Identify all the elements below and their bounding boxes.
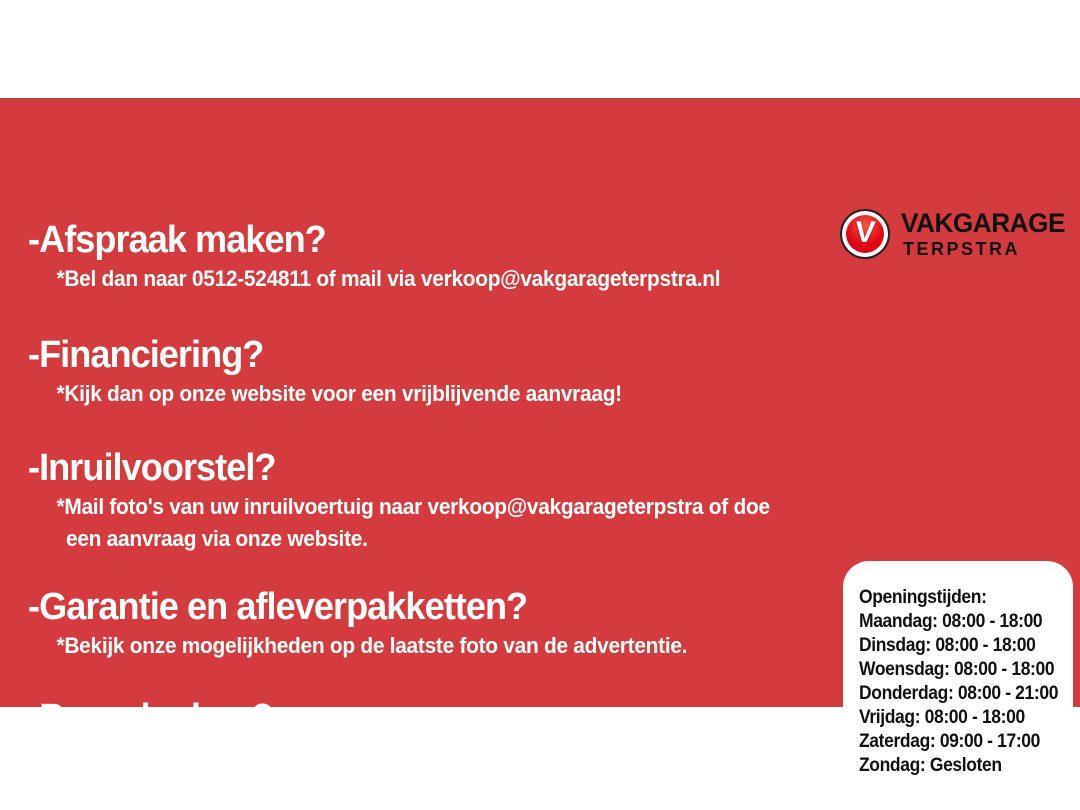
section-subline: een aanvraag via onze website.	[66, 526, 368, 551]
opening-hours-title: Openingstijden:	[859, 587, 987, 608]
opening-hours-list	[859, 586, 1059, 778]
opening-hours-row: Donderdag: 08:00 - 21:00	[859, 683, 1059, 704]
section-subline: *Bekijk onze mogelijkheden op de laatste foto van de advertentie.	[56, 633, 688, 658]
badge-letter: V	[853, 216, 877, 249]
section-subline: *Mail foto's van uw inruilvoertuig naar verkoop@vakgarageterpstra of doe	[56, 494, 770, 519]
opening-hours-row: Maandag: 08:00 - 18:00	[859, 611, 1043, 632]
section-heading: -Garantie en afleverpakketten?	[28, 586, 528, 628]
opening-hours-row: Woensdag: 08:00 - 18:00	[859, 659, 1055, 680]
section-heading: -Afspraak maken?	[28, 219, 326, 261]
brand-logo	[840, 209, 1070, 259]
opening-hours-row: Zondag: Gesloten	[859, 755, 1002, 776]
section-subline: *De Hemmen 17, 9206AS, Drachten (Friesland)	[56, 744, 505, 769]
brand-name: VAKGARAGE	[901, 208, 1065, 238]
section-subline: *Bel dan naar 0512-524811 of mail via verkoop@vakgarageterpstra.nl	[56, 266, 721, 291]
section-financiering	[28, 335, 622, 407]
opening-hours-row: Zaterdag: 09:00 - 17:00	[859, 731, 1040, 752]
section-heading: -Inruilvoorstel?	[28, 447, 276, 489]
section-heading: -Financiering?	[28, 334, 264, 376]
section-subline: *Kijk dan op onze website voor een vrijblijvende aanvraag!	[56, 381, 622, 406]
vakgarage-badge-icon	[840, 209, 890, 259]
opening-hours-card	[843, 561, 1073, 801]
opening-hours-row: Dinsdag: 08:00 - 18:00	[859, 635, 1036, 656]
red-banner	[0, 98, 1080, 776]
section-heading: -Bezoekadres?	[28, 697, 273, 739]
section-bezoekadres	[28, 698, 504, 770]
section-garantie	[28, 587, 687, 659]
section-inruilvoorstel	[28, 448, 770, 552]
dealer-name: TERPSTRA	[903, 238, 1021, 259]
opening-hours-row: Vrijdag: 08:00 - 18:00	[859, 707, 1025, 728]
section-afspraak	[28, 220, 720, 292]
logo-wordmark	[901, 209, 1070, 259]
